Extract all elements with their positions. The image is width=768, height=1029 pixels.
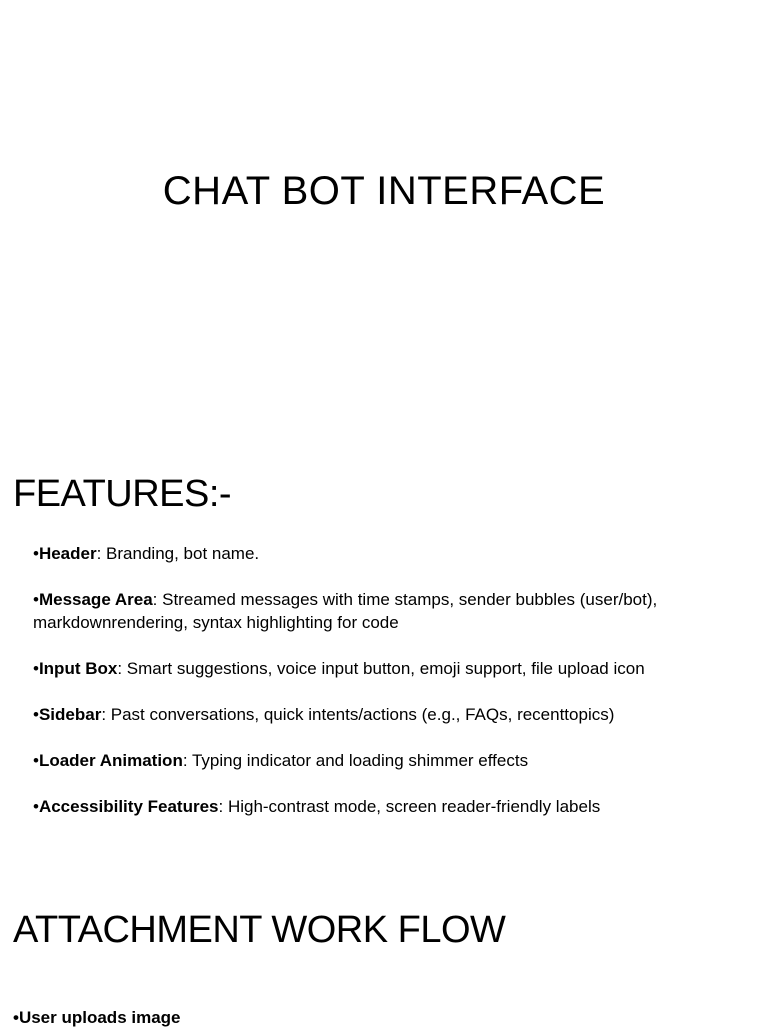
separator: : (218, 797, 228, 816)
bullet: • (33, 659, 39, 678)
bullet: • (13, 1008, 19, 1027)
separator: : (152, 590, 163, 609)
workflow-list (13, 1006, 181, 1029)
feature-description: Smart suggestions, voice input button, emoji support, file upload icon (126, 659, 645, 678)
feature-description: Branding, bot name. (106, 544, 260, 563)
feature-description: Streamed messages with time stamps, sender bubbles (user/bot), markdownrendering, syntax highlighting for code (33, 590, 658, 632)
feature-name: Loader Animation (38, 751, 183, 770)
feature-item-message-area (33, 588, 743, 634)
feature-name: Message Area (38, 590, 153, 609)
separator: : (101, 705, 111, 724)
feature-name: Header (38, 544, 97, 563)
feature-item-sidebar (33, 703, 743, 726)
feature-item-header (33, 542, 743, 565)
feature-description: Past conversations, quick intents/actions (e.g., FAQs, recenttopics) (110, 705, 615, 724)
bullet: • (33, 590, 39, 609)
separator: : (96, 544, 107, 563)
feature-list (33, 542, 743, 841)
feature-item-loader-animation (33, 749, 743, 772)
feature-description: Typing indicator and loading shimmer effects (191, 751, 529, 770)
feature-item-input-box (33, 657, 743, 680)
feature-name: Sidebar (38, 705, 102, 724)
page-title: CHAT BOT INTERFACE (162, 169, 606, 213)
bullet: • (33, 544, 39, 563)
feature-name: Input Box (38, 659, 118, 678)
separator: : (117, 659, 127, 678)
features-heading: FEATURES:- (13, 473, 232, 515)
bullet: • (33, 797, 39, 816)
separator: : (182, 751, 192, 770)
feature-description: High-contrast mode, screen reader-friendly labels (227, 797, 601, 816)
workflow-step-text: User uploads image (18, 1008, 181, 1027)
bullet: • (33, 705, 39, 724)
bullet: • (33, 751, 39, 770)
workflow-step (13, 1006, 181, 1029)
workflow-heading: ATTACHMENT WORK FLOW (13, 909, 506, 951)
feature-name: Accessibility Features (38, 797, 219, 816)
feature-item-accessibility (33, 795, 743, 818)
